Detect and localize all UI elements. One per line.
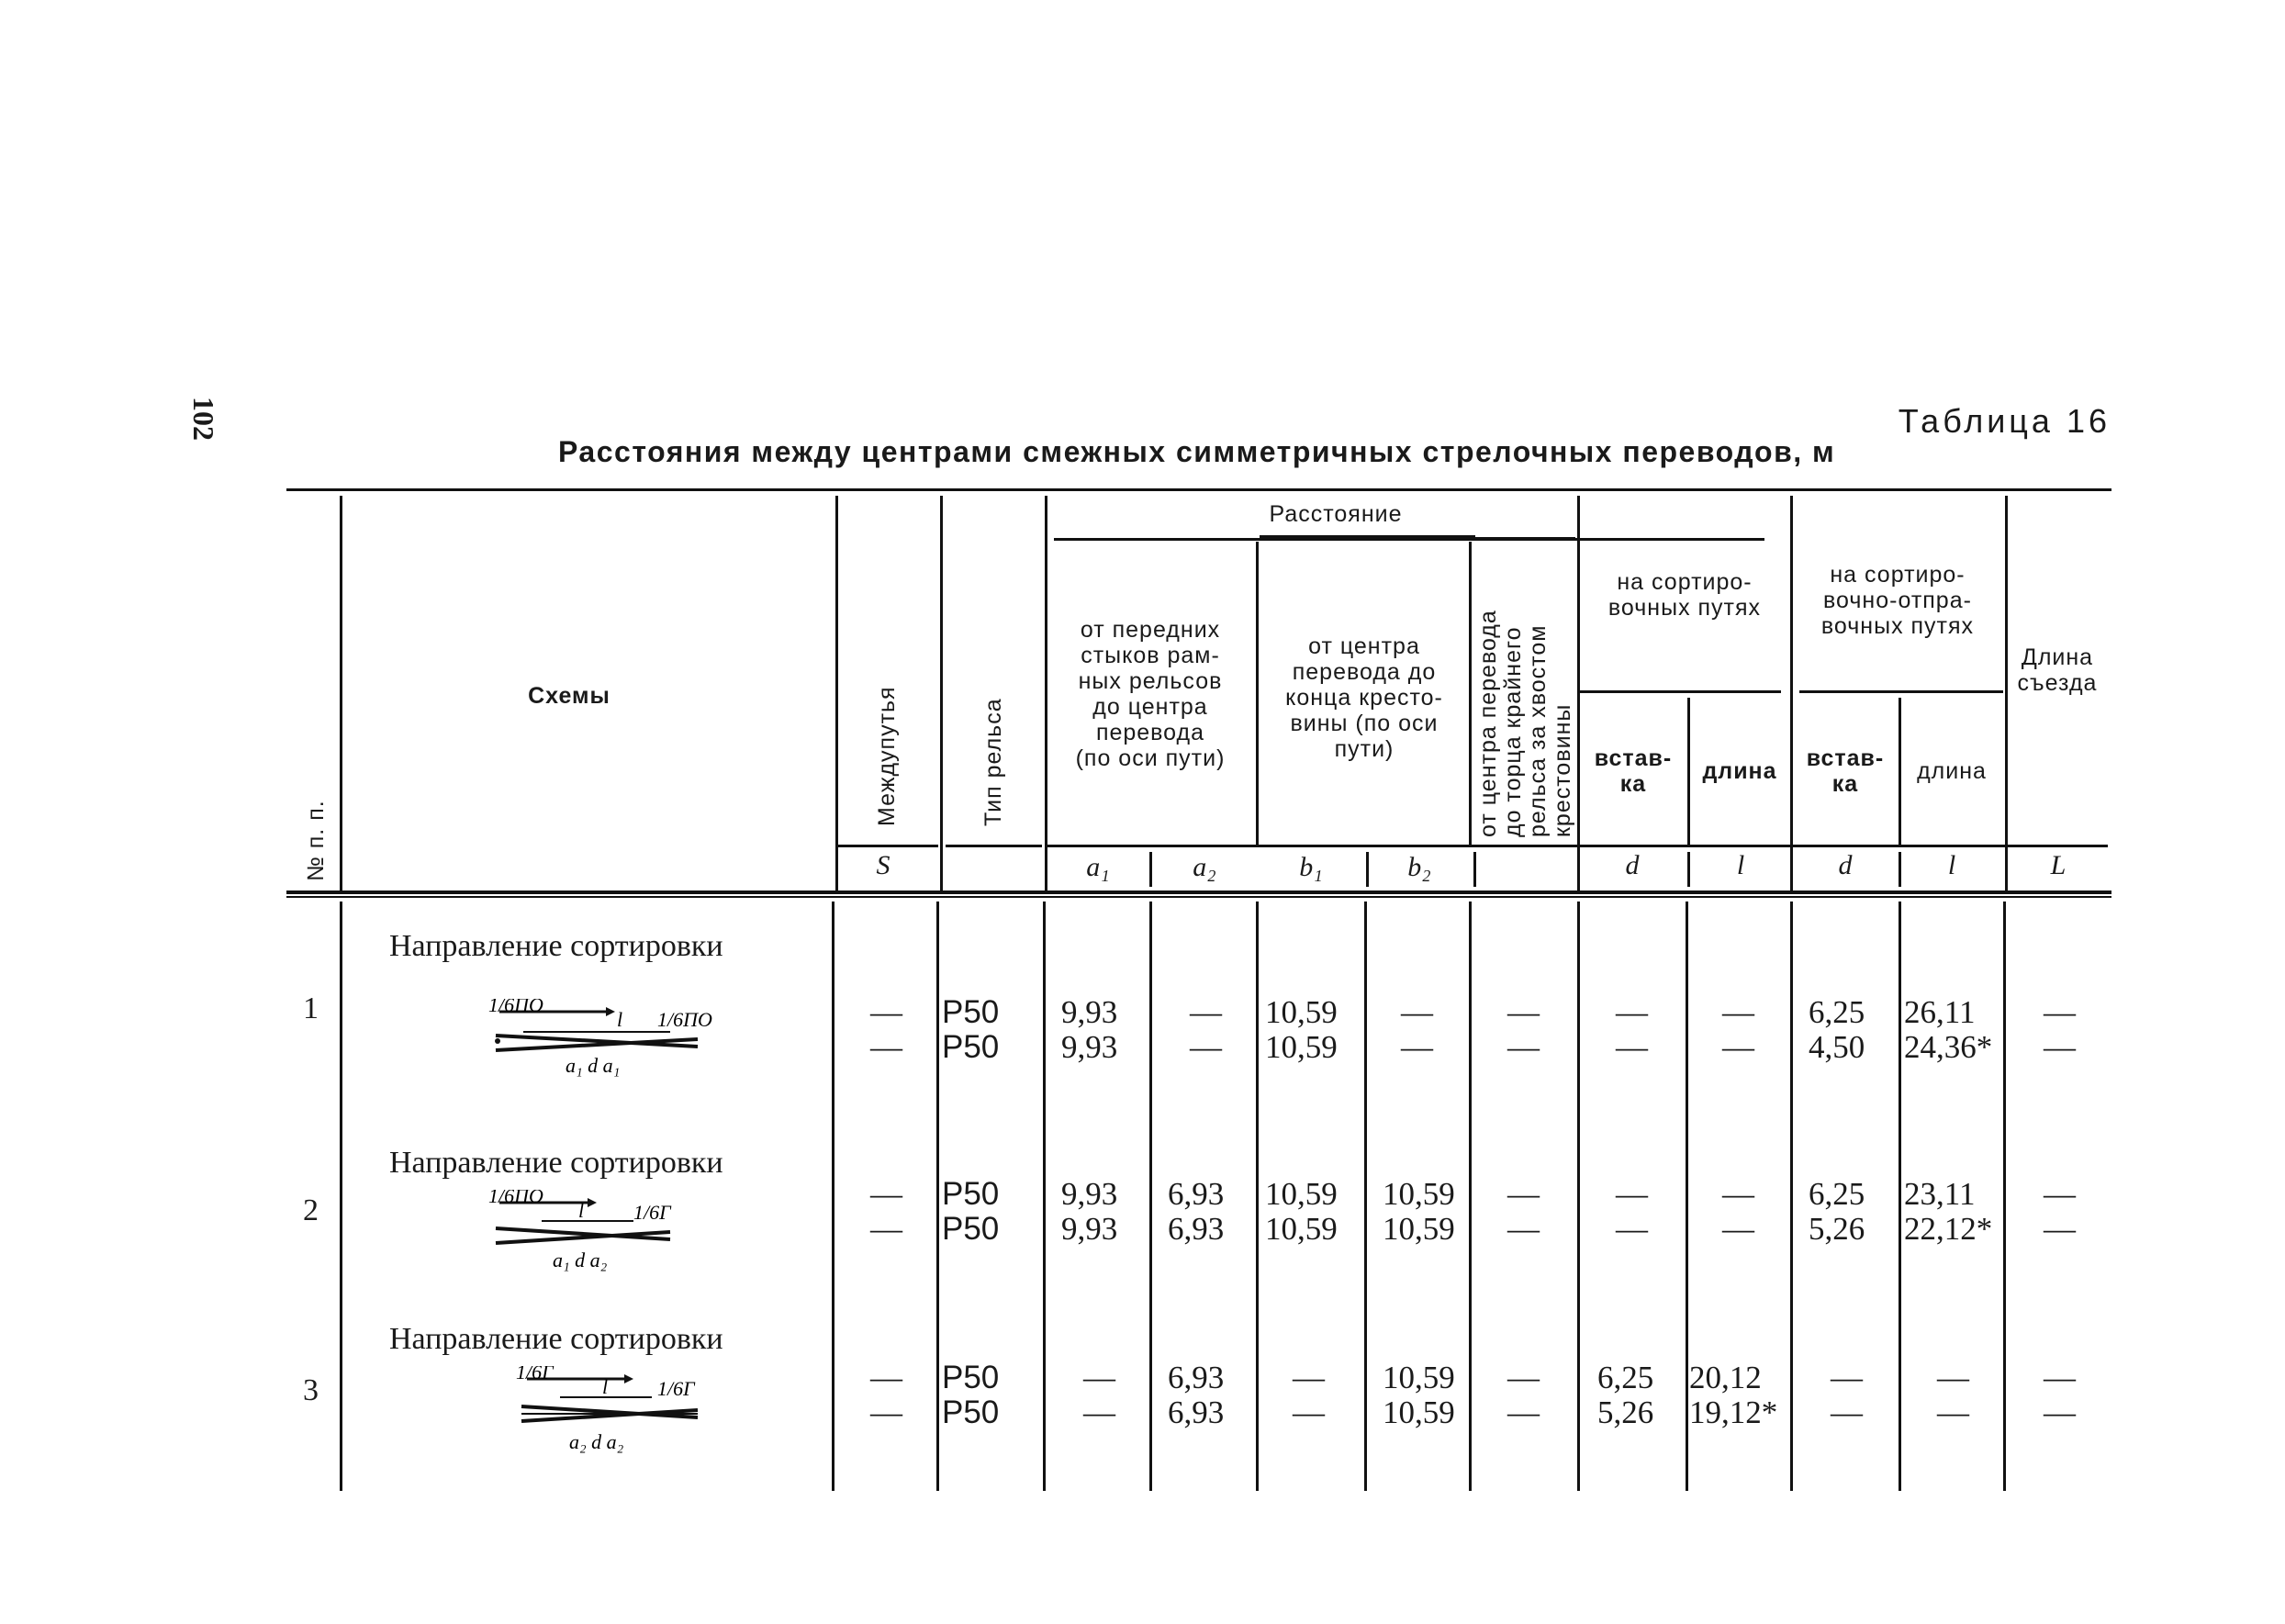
cell-length-2: 23,11 22,12* bbox=[1904, 1176, 1993, 1247]
header-length-2: длина bbox=[1917, 758, 1987, 784]
svg-text:a₂ d a₂: a₂ d a₂ bbox=[569, 1430, 624, 1453]
cell-a1: 9,93 9,93 bbox=[1061, 994, 1118, 1065]
cell-crossover-length: — — bbox=[2044, 1176, 2076, 1247]
cell-spacing: — — bbox=[870, 1176, 902, 1247]
symbol-L: L bbox=[2050, 850, 2067, 880]
symbol-s: S bbox=[876, 850, 890, 880]
header-insert-2: встав- ка bbox=[1806, 745, 1885, 797]
header-sorting-tracks: на сортиро- вочных путях bbox=[1607, 569, 1762, 621]
cell-spacing: — — bbox=[870, 1360, 902, 1430]
symbol-a1: a₁ bbox=[1086, 852, 1110, 882]
header-insert-1: встав- ка bbox=[1594, 745, 1673, 797]
cell-a1: 9,93 9,93 bbox=[1061, 1176, 1118, 1247]
header-num: № п. п. bbox=[303, 800, 329, 881]
cell-a2: 6,93 6,93 bbox=[1168, 1176, 1225, 1247]
cell-b1: 10,59 10,59 bbox=[1265, 994, 1338, 1065]
row-number: 2 bbox=[303, 1193, 319, 1227]
header-length-1: длина bbox=[1702, 758, 1777, 784]
cell-insert-1: — — bbox=[1616, 1176, 1648, 1247]
table-label: Таблица 16 bbox=[1898, 402, 2111, 440]
cell-crossover-length: — — bbox=[2044, 994, 2076, 1065]
header-schemes: Схемы bbox=[528, 683, 610, 709]
table-title: Расстояния между центрами смежных симметричных стрелочных переводов, м bbox=[558, 435, 1836, 468]
cell-rail-type: Р50 Р50 bbox=[942, 994, 1000, 1065]
svg-text:l: l bbox=[617, 1008, 623, 1031]
svg-text:a₁ d a₂: a₁ d a₂ bbox=[553, 1249, 608, 1271]
cell-b1: 10,59 10,59 bbox=[1265, 1176, 1338, 1247]
sorting-direction: Направление сортировки bbox=[389, 929, 723, 963]
symbol-l2: l bbox=[1947, 850, 1956, 880]
symbol-l1: l bbox=[1736, 850, 1745, 880]
cell-rail-type: Р50 Р50 bbox=[942, 1360, 1000, 1430]
cell-length-1: — — bbox=[1722, 994, 1754, 1065]
cell-length-2: — — bbox=[1937, 1360, 1969, 1430]
cell-a2: — — bbox=[1190, 994, 1222, 1065]
header-crossover-length: Длина съезда bbox=[2017, 644, 2098, 696]
header-distance: Расстояние bbox=[1269, 501, 1403, 527]
cell-insert-2: — — bbox=[1831, 1360, 1863, 1430]
svg-text:l: l bbox=[578, 1199, 585, 1222]
cell-spacing: — — bbox=[870, 994, 902, 1065]
page-number: 102 bbox=[187, 397, 220, 441]
symbol-d2: d bbox=[1838, 850, 1853, 880]
header-sorting-departure: на сортиро- вочно-отпра- вочных путях bbox=[1820, 562, 1975, 639]
cell-b2: — — bbox=[1401, 994, 1433, 1065]
cell-b1: — — bbox=[1293, 1360, 1325, 1430]
turnout-scheme-diagram bbox=[514, 1366, 716, 1454]
cell-insert-2: 6,25 5,26 bbox=[1809, 1176, 1865, 1247]
cell-center-rail: — — bbox=[1507, 1360, 1540, 1430]
turnout-scheme-diagram bbox=[487, 1190, 689, 1272]
cell-length-2: 26,11 24,36* bbox=[1904, 994, 1993, 1065]
cell-b2: 10,59 10,59 bbox=[1383, 1360, 1455, 1430]
turnout-scheme-diagram bbox=[487, 999, 725, 1078]
svg-text:1/6ПО: 1/6ПО bbox=[657, 1008, 712, 1031]
cell-center-rail: — — bbox=[1507, 994, 1540, 1065]
svg-text:1/6Г: 1/6Г bbox=[516, 1366, 554, 1383]
cell-insert-2: 6,25 4,50 bbox=[1809, 994, 1865, 1065]
svg-text:1/6Г: 1/6Г bbox=[657, 1377, 695, 1400]
row-number: 3 bbox=[303, 1373, 319, 1407]
cell-length-1: 20,12 19,12* bbox=[1689, 1360, 1778, 1430]
svg-text:1/6Г: 1/6Г bbox=[633, 1201, 671, 1224]
cell-insert-1: — — bbox=[1616, 994, 1648, 1065]
header-rail-type: Тип рельса bbox=[980, 698, 1006, 826]
cell-a2: 6,93 6,93 bbox=[1168, 1360, 1225, 1430]
svg-text:a₁ d a₁: a₁ d a₁ bbox=[566, 1054, 621, 1077]
cell-insert-1: 6,25 5,26 bbox=[1597, 1360, 1654, 1430]
svg-text:1/6ПО: 1/6ПО bbox=[488, 1190, 543, 1207]
header-from-front: от передних стыков рам- ных рельсов до центра перевода (по оси пути) bbox=[1075, 617, 1226, 771]
sorting-direction: Направление сортировки bbox=[389, 1146, 723, 1180]
cell-rail-type: Р50 Р50 bbox=[942, 1176, 1000, 1247]
cell-center-rail: — — bbox=[1507, 1176, 1540, 1247]
symbol-b2: b₂ bbox=[1407, 852, 1431, 882]
svg-text:l: l bbox=[602, 1375, 609, 1398]
svg-text:1/6ПО: 1/6ПО bbox=[488, 999, 543, 1016]
cell-a1: — — bbox=[1083, 1360, 1115, 1430]
header-spacing: Междупутья bbox=[874, 686, 900, 826]
cell-length-1: — — bbox=[1722, 1176, 1754, 1247]
symbol-b1: b₁ bbox=[1299, 852, 1323, 882]
header-from-center: от центра перевода до конца кресто- вины (по оси пути) bbox=[1285, 633, 1443, 762]
symbol-a2: a₂ bbox=[1193, 852, 1216, 882]
sorting-direction: Направление сортировки bbox=[389, 1322, 723, 1356]
row-number: 1 bbox=[303, 991, 319, 1025]
cell-b2: 10,59 10,59 bbox=[1383, 1176, 1455, 1247]
cell-crossover-length: — — bbox=[2044, 1360, 2076, 1430]
symbol-d1: d bbox=[1625, 850, 1640, 880]
header-from-center-rail: от центра перевода до торца крайнего рельса за хвостом крестовины bbox=[1475, 610, 1575, 837]
